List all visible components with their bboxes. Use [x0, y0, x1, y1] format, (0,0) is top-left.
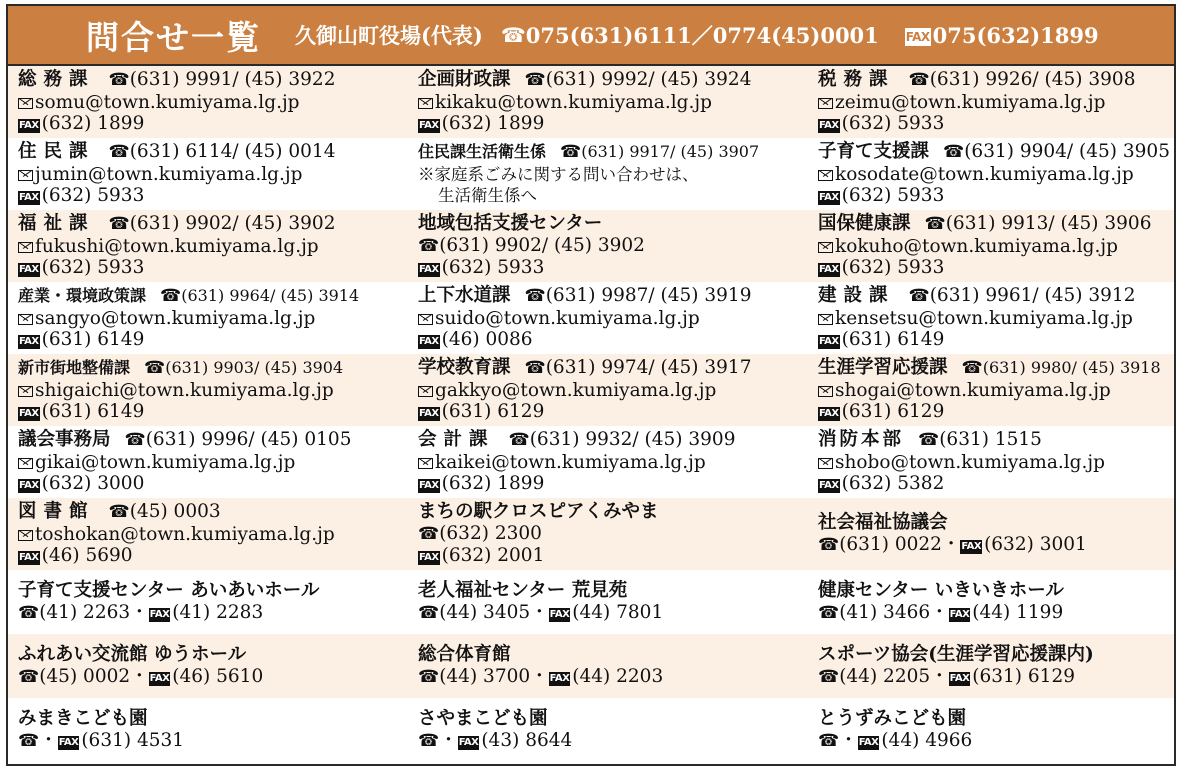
department-name: 社会福祉協議会: [818, 512, 948, 533]
mail-icon: [818, 458, 833, 469]
contact-cell: [808, 66, 1174, 138]
fax-number: (631) 6129: [972, 665, 1075, 687]
fax-number: (631) 6149: [41, 401, 145, 422]
fax-icon: FAX: [819, 336, 839, 347]
table-row: [8, 210, 1174, 282]
office-name: 久御山町役場(代表): [295, 23, 483, 48]
phone-icon: ☎: [18, 730, 40, 751]
email-address: shogai@town.kumiyama.lg.jp: [835, 379, 1111, 401]
phone-number: (631) 9987/ (45) 3919: [545, 285, 752, 306]
fax-number: (631) 6129: [441, 401, 545, 422]
email-address: kosodate@town.kumiyama.lg.jp: [835, 163, 1134, 185]
contact-cell: [808, 426, 1174, 498]
email-address: jumin@town.kumiyama.lg.jp: [35, 163, 303, 185]
department-name: 議会事務局: [18, 429, 111, 450]
contact-cell: [8, 426, 408, 498]
fax-icon: FAX: [19, 264, 39, 275]
fax-icon: FAX: [819, 192, 839, 203]
contact-cell: さやまこども園 ☎・FAX (43) 8644: [418, 708, 573, 751]
table-row: [8, 138, 1174, 210]
contact-cell: [808, 354, 1174, 426]
phone-icon: ☎: [108, 70, 130, 90]
mail-icon: [18, 530, 33, 541]
mail-icon: [418, 314, 433, 325]
phone-icon: ☎: [418, 523, 440, 544]
table-row: [8, 66, 1174, 138]
contact-cell: [8, 282, 408, 354]
department-name: スポーツ協会(生涯学習応援課内): [818, 644, 1094, 665]
department-name: 福祉課: [18, 213, 95, 234]
mail-icon: [818, 242, 833, 253]
fax-icon: FAX: [819, 408, 839, 419]
contact-cell: ふれあい交流館 ゆうホール ☎(45) 0002・FAX (46) 5610: [18, 644, 264, 687]
table-row: [8, 570, 1174, 634]
fax-number: (631) 6149: [841, 329, 945, 350]
phone-number: (631) 9974/ (45) 3917: [545, 357, 752, 378]
contact-cell: [408, 498, 808, 570]
telfax-number: (44) 4966: [881, 729, 973, 751]
contact-cell: [408, 66, 808, 138]
fax-number: (632) 5933: [441, 257, 545, 278]
page-title: 問合せ一覧: [86, 17, 261, 57]
email-address: somu@town.kumiyama.lg.jp: [35, 91, 300, 113]
phone-icon: ☎: [124, 430, 146, 450]
phone-icon: ☎: [560, 142, 582, 162]
note-text: 生活衛生係へ: [438, 185, 537, 205]
fax-icon: FAX: [905, 29, 930, 44]
phone-number: (631) 9932/ (45) 3909: [529, 429, 736, 450]
phone-number: (631) 6114/ (45) 0014: [129, 141, 336, 162]
contact-cell: [408, 282, 808, 354]
phone-icon: ☎: [918, 430, 940, 450]
email-address: kensetsu@town.kumiyama.lg.jp: [835, 307, 1133, 329]
phone-number: (631) 9902/ (45) 3902: [439, 234, 645, 256]
department-name: 住民課: [18, 141, 95, 162]
phone-number: (631) 9917/ (45) 3907: [581, 142, 760, 161]
department-name: 国保健康課: [818, 213, 911, 234]
fax-icon: FAX: [19, 552, 39, 563]
fax-number: (631) 6149: [41, 329, 145, 350]
department-name: 企画財政課: [418, 69, 511, 90]
fax-icon: FAX: [819, 480, 839, 491]
mail-icon: [18, 170, 33, 181]
phone-number: (631) 9904/ (45) 3905: [964, 141, 1170, 162]
contact-cell: [808, 210, 1174, 282]
phone-icon: ☎: [924, 214, 946, 234]
fax-icon: FAX: [549, 672, 570, 684]
fax-icon: FAX: [819, 264, 839, 275]
phone-number: (41) 2263: [39, 601, 131, 623]
contact-cell: [8, 210, 408, 282]
department-name: 図書館: [18, 501, 95, 522]
fax-icon: FAX: [419, 480, 439, 491]
mail-icon: [418, 386, 433, 397]
phone-icon: ☎: [961, 358, 983, 378]
fax-icon: FAX: [819, 120, 839, 131]
department-name: 会計課: [418, 429, 495, 450]
fax-icon: FAX: [949, 608, 970, 620]
phone-number: (45) 0002: [39, 665, 131, 687]
contact-cell: 老人福祉センター 荒見苑 ☎(44) 3405・FAX (44) 7801: [418, 580, 664, 623]
department-name: 子育て支援課: [818, 141, 930, 162]
mail-icon: [818, 386, 833, 397]
phone-icon: ☎: [818, 534, 840, 555]
mail-icon: [18, 458, 33, 469]
contact-list-sheet: [6, 4, 1176, 766]
phone-number: (631) 9903/ (45) 3904: [165, 358, 344, 377]
phone-number: (631) 9991/ (45) 3922: [129, 69, 336, 90]
phone-number: (631) 9992/ (45) 3924: [545, 69, 752, 90]
phone-number: (41) 3466: [839, 601, 931, 623]
fax-icon: FAX: [458, 736, 479, 748]
main-phone-number: 075(631)6111／0774(45)0001: [525, 23, 879, 48]
phone-icon: ☎: [418, 730, 440, 751]
main-fax-number: 075(632)1899: [932, 22, 1099, 48]
contact-cell: 子育て支援センター あいあいホール ☎(41) 2263・FAX (41) 2283: [18, 580, 320, 623]
fax-number: (632) 1899: [41, 113, 145, 134]
table-row: [8, 426, 1174, 498]
phone-number: (631) 9913/ (45) 3906: [945, 213, 1152, 234]
phone-icon: ☎: [18, 602, 40, 623]
phone-number: (631) 9961/ (45) 3912: [929, 285, 1136, 306]
department-name: 子育て支援センター あいあいホール: [18, 580, 320, 601]
contact-cell: みまきこども園 ☎・FAX (631) 4531: [18, 708, 185, 751]
department-name: さやまこども園: [418, 708, 548, 729]
phone-number: (631) 9980/ (45) 3918: [982, 358, 1161, 377]
phone-number: (632) 2300: [439, 522, 542, 544]
fax-icon: FAX: [19, 480, 39, 491]
phone-icon: ☎: [418, 602, 440, 623]
contact-cell: [408, 210, 808, 282]
fax-number: (44) 7801: [572, 601, 664, 623]
department-name: 総合体育館: [418, 644, 511, 665]
email-address: gakkyo@town.kumiyama.lg.jp: [435, 379, 717, 401]
fax-icon: FAX: [419, 120, 439, 131]
fax-number: (41) 2283: [172, 601, 264, 623]
phone-number: (44) 3405: [439, 601, 531, 623]
contact-cell: [808, 138, 1174, 210]
phone-number: (631) 9902/ (45) 3902: [129, 213, 336, 234]
department-name: まちの駅クロスピアくみやま: [418, 501, 659, 522]
email-address: suido@town.kumiyama.lg.jp: [435, 307, 700, 329]
department-name: とうずみこども園: [818, 708, 967, 729]
phone-number: (631) 9964/ (45) 3914: [181, 286, 360, 305]
email-address: kikaku@town.kumiyama.lg.jp: [435, 91, 712, 113]
fax-icon: FAX: [19, 120, 39, 131]
mail-icon: [18, 314, 33, 325]
mail-icon: [418, 458, 433, 469]
header-bar: [8, 6, 1174, 66]
phone-icon: ☎: [524, 70, 546, 90]
email-address: sangyo@town.kumiyama.lg.jp: [35, 307, 316, 329]
phone-icon: ☎: [818, 666, 840, 687]
phone-icon: ☎: [524, 286, 546, 306]
email-address: shobo@town.kumiyama.lg.jp: [835, 451, 1105, 473]
fax-icon: FAX: [949, 672, 970, 684]
fax-icon: FAX: [149, 608, 170, 620]
contact-cell: 社会福祉協議会 ☎(631) 0022・FAX (632) 3001: [818, 512, 1087, 555]
table-row: [8, 498, 1174, 570]
phone-icon: ☎: [500, 23, 526, 47]
fax-icon: FAX: [19, 336, 39, 347]
fax-icon: FAX: [961, 540, 982, 552]
contact-cell: 総合体育館 ☎(44) 3700・FAX (44) 2203: [418, 644, 664, 687]
fax-icon: FAX: [419, 264, 439, 275]
email-address: toshokan@town.kumiyama.lg.jp: [35, 523, 335, 545]
phone-icon: ☎: [818, 602, 840, 623]
phone-icon: ☎: [908, 286, 930, 306]
telfax-number: (43) 8644: [481, 729, 573, 751]
department-name: 上下水道課: [418, 285, 511, 306]
fax-icon: FAX: [858, 736, 879, 748]
department-name: 生涯学習応援課: [818, 357, 948, 378]
email-address: shigaichi@town.kumiyama.lg.jp: [35, 379, 334, 401]
phone-icon: ☎: [108, 214, 130, 234]
table-row: [8, 282, 1174, 354]
email-address: kokuho@town.kumiyama.lg.jp: [835, 235, 1118, 257]
contact-cell: [808, 282, 1174, 354]
fax-number: (632) 5382: [841, 473, 945, 494]
phone-icon: ☎: [908, 70, 930, 90]
department-name: みまきこども園: [18, 708, 148, 729]
fax-icon: FAX: [419, 408, 439, 419]
department-name: 建設課: [818, 285, 895, 306]
phone-icon: ☎: [418, 666, 440, 687]
department-name: ふれあい交流館 ゆうホール: [18, 644, 247, 665]
phone-number: (631) 0022: [839, 533, 942, 555]
fax-number: (632) 5933: [841, 257, 945, 278]
fax-number: (632) 2001: [441, 545, 545, 566]
fax-icon: FAX: [58, 736, 79, 748]
table-row: [8, 634, 1174, 698]
department-name: 健康センター いきいきホール: [818, 580, 1064, 601]
contact-cell: [408, 354, 808, 426]
mail-icon: [18, 386, 33, 397]
fax-number: (46) 0086: [441, 329, 533, 350]
contact-cell: [8, 66, 408, 138]
fax-icon: FAX: [419, 336, 439, 347]
phone-number: (631) 9926/ (45) 3908: [929, 69, 1136, 90]
fax-number: (632) 3000: [41, 473, 145, 494]
mail-icon: [18, 242, 33, 253]
phone-icon: ☎: [818, 730, 840, 751]
contact-rows: [8, 66, 1174, 764]
fax-number: (632) 5933: [841, 113, 945, 134]
contact-cell: 健康センター いきいきホール ☎(41) 3466・FAX (44) 1199: [818, 580, 1064, 623]
fax-number: (632) 1899: [441, 113, 545, 134]
email-address: zeimu@town.kumiyama.lg.jp: [835, 91, 1106, 113]
email-address: fukushi@town.kumiyama.lg.jp: [35, 235, 319, 257]
mail-icon: [818, 170, 833, 181]
table-row: [8, 698, 1174, 762]
phone-icon: ☎: [108, 142, 130, 162]
fax-number: (44) 1199: [972, 601, 1064, 623]
department-name: 学校教育課: [418, 357, 511, 378]
fax-number: (44) 2203: [572, 665, 664, 687]
mail-icon: [818, 98, 833, 109]
fax-icon: FAX: [149, 672, 170, 684]
phone-number: (631) 1515: [939, 429, 1042, 450]
contact-cell: [408, 138, 808, 210]
department-name: 消防本部: [818, 429, 905, 450]
fax-number: (632) 5933: [41, 185, 145, 206]
note-text: ※家庭系ごみに関する問い合わせは、: [418, 164, 699, 184]
fax-icon: FAX: [419, 552, 439, 563]
telfax-number: (631) 4531: [81, 729, 185, 751]
table-row: [8, 354, 1174, 426]
phone-icon: ☎: [144, 358, 166, 378]
phone-number: (45) 0003: [129, 501, 221, 522]
fax-icon: FAX: [19, 408, 39, 419]
department-name: 新市街地整備課: [18, 358, 131, 377]
department-name: 総務課: [18, 69, 95, 90]
fax-number: (46) 5690: [41, 545, 133, 566]
mail-icon: [818, 314, 833, 325]
fax-icon: FAX: [19, 192, 39, 203]
contact-cell: [8, 498, 408, 570]
department-name: 産業・環境政策課: [18, 286, 147, 305]
department-name: 住民課生活衛生係: [418, 142, 547, 161]
phone-icon: ☎: [418, 235, 440, 256]
email-address: gikai@town.kumiyama.lg.jp: [35, 451, 296, 473]
fax-number: (632) 3001: [984, 533, 1087, 555]
email-address: kaikei@town.kumiyama.lg.jp: [435, 451, 706, 473]
fax-number: (631) 6129: [841, 401, 945, 422]
phone-number: (44) 3700: [439, 665, 531, 687]
contact-cell: [8, 354, 408, 426]
phone-number: (631) 9996/ (45) 0105: [145, 429, 352, 450]
phone-icon: ☎: [524, 358, 546, 378]
phone-icon: ☎: [160, 286, 182, 306]
fax-number: (632) 1899: [441, 473, 545, 494]
fax-number: (632) 5933: [841, 185, 945, 206]
contact-cell: スポーツ協会(生涯学習応援課内) ☎(44) 2205・FAX (631) 6129: [818, 644, 1094, 687]
phone-number: (44) 2205: [839, 665, 931, 687]
contact-cell: とうずみこども園 ☎・FAX (44) 4966: [818, 708, 973, 751]
header-fax: [905, 23, 1099, 48]
department-name: 老人福祉センター 荒見苑: [418, 580, 628, 601]
mail-icon: [418, 98, 433, 109]
department-name: 地域包括支援センター: [418, 213, 603, 234]
phone-icon: ☎: [18, 666, 40, 687]
phone-icon: ☎: [108, 502, 130, 522]
mail-icon: [18, 98, 33, 109]
contact-cell: [408, 426, 808, 498]
contact-cell: [8, 138, 408, 210]
fax-number: (46) 5610: [172, 665, 264, 687]
phone-icon: ☎: [508, 430, 530, 450]
phone-icon: ☎: [943, 142, 965, 162]
fax-number: (632) 5933: [41, 257, 145, 278]
department-name: 税務課: [818, 69, 895, 90]
fax-icon: FAX: [549, 608, 570, 620]
